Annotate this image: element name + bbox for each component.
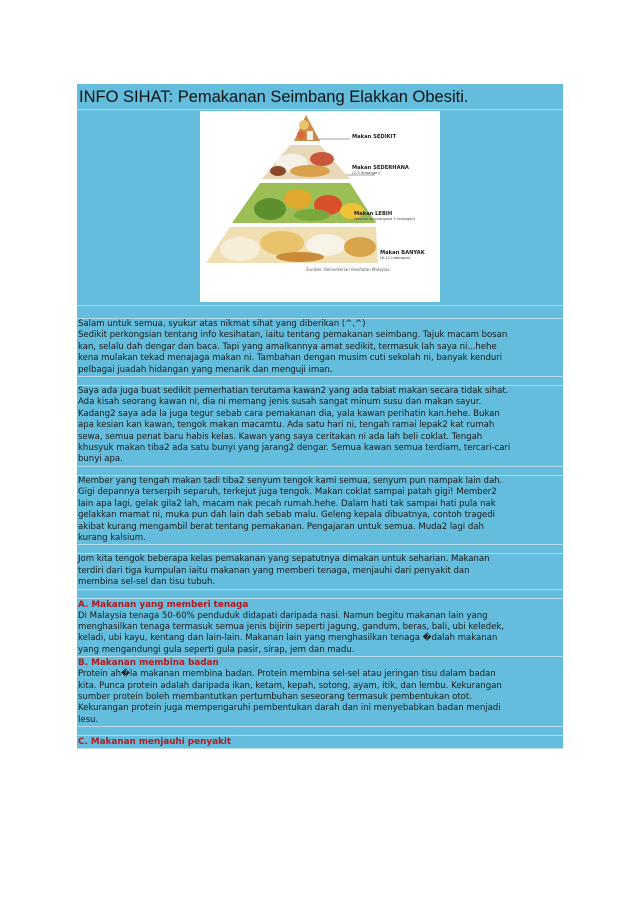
text-line: Saya ada juga buat sedikit pemerhatian terutama kawan2 yang ada tabiat makan secara tidak sihat. (78, 386, 509, 397)
text-line: menghasilkan tenaga termasuk semua jenis bijirin seperti jagung, gandum, beras, bali, ubi keledek, (78, 621, 504, 632)
text-line: kena mulakan tekad menajaga makan ni. Tambahan dengan musim cuti sekolah ni, banyak kenduri (78, 353, 503, 364)
pyramid-sub-level-4: (8-12 hidangan) (380, 255, 411, 260)
document-page (77, 84, 563, 749)
pyramid-label-level-1: Makan SEDIKIT (352, 134, 397, 140)
text-line: akibat kurang mengambil berat tentang pemakanan. Pengajaran untuk semua. Muda2 lagi dah (78, 521, 484, 532)
text-line: keladi, ubi kayu, kentang dan lain-lain. Makanan lain yang menghasilkan tenaga �dalah makanan (78, 633, 498, 644)
pyramid-sub-level-3: (sekurang-kurangnya 5 hidangan) (354, 217, 416, 221)
pyramid-label-level-4: Makan BANYAK (380, 250, 425, 256)
paragraph-1 (77, 319, 563, 377)
section-a (77, 599, 563, 658)
text-line: bunyi apa. (78, 454, 123, 465)
paragraph-text (77, 386, 563, 466)
pyramid-label-level-3: Makan LEBIH (354, 211, 393, 217)
section-heading: A. Makanan yang memberi tenaga (78, 599, 249, 610)
pyramid-source: Sumber: Kementerian Kesihatan Malaysia (306, 267, 390, 272)
paragraph-text (77, 476, 563, 544)
food-pyramid-figure (200, 111, 440, 302)
section-c (77, 736, 563, 749)
image-row (77, 110, 563, 306)
text-line: apa kesian kan kawan, tengok makan macamtu. Ada satu hari ni, tengah ramai lepak2 kat rumah (78, 420, 495, 431)
paragraph-text (77, 554, 563, 588)
spacer-row (77, 727, 563, 736)
text-line: khusyuk makan tiba2 ada satu bunyi yang jarang2 dengar. Semua kawan semua terdiam, tercari-cari (78, 443, 511, 454)
text-line: membina sel-sel dan tisu tubuh. (78, 577, 216, 588)
spacer-row (77, 545, 563, 554)
paragraph-4 (77, 554, 563, 589)
food-pyramid-illustration (200, 111, 440, 302)
text-line: kan, selalu dah dengar dan baca. Tapi yang amalkannya amat sedikit, termasuk lah saya ni...hehe (78, 341, 497, 352)
section-heading: C. Makanan menjauhi penyakit (78, 737, 232, 748)
pyramid-sub-level-2: (2-3 hidangan) (352, 170, 381, 175)
text-line: kurang kalsium. (78, 532, 146, 543)
text-line: Ada kisah seorang kawan ni, dia ni memang jenis susah sangat minum susu dan makan sayur. (78, 397, 482, 408)
text-line: Salam untuk semua, syukur atas nikmat sihat yang diberikan (^,^) (78, 319, 366, 329)
article-title: INFO SIHAT: Pemakanan Seimbang Elakkan Obesiti. (77, 84, 563, 110)
text-line: kita. Punca protein adalah daripada ikan, ketam, kepah, sotong, ayam, itik, dan lembu. Kekurangan (78, 680, 502, 691)
paragraph-3 (77, 476, 563, 545)
text-line: sewa, semua penat baru habis kelas. Kawan yang saya ceritakan ni ada lah beli coklat. Tengah (78, 431, 483, 442)
text-line: lesu. (78, 714, 99, 725)
text-line: Sedikit perkongsian tentang info kesihatan, iaitu tentang pemakanan seimbang. Tajuk macam bosan (78, 330, 508, 341)
text-line: Jom kita tengok beberapa kelas pemakanan yang sepatutnya dimakan untuk seharian. Makanan (78, 554, 490, 565)
section-heading: B. Makanan membina badan (78, 658, 219, 669)
text-line: sumber protein boleh membantutkan pertumbuhan seseorang termasuk pembentukan otot. (78, 691, 472, 702)
paragraph-text (77, 611, 563, 657)
text-line: gelakkan mamat ni, muka pun dah lain dah sebab malu. Geleng kepala dibuatnya, contoh tragedi (78, 510, 496, 521)
text-line: terdiri dari tiga kumpulan iaitu makanan yang memberi tenaga, menjauhi dari penyakit dan (78, 565, 470, 576)
text-line: Kadang2 saya ada la juga tegur sebab cara pemakanan dia, yala kawan perihatin kan.hehe. Bukan (78, 408, 500, 419)
text-line: Di Malaysia tenaga 50-60% penduduk didapati daripada nasi. Namun begitu makanan lain yang (78, 610, 488, 621)
paragraph-text (77, 669, 563, 726)
text-line: Gigi depannya terserpih separuh, terkejut juga tengok. Makan coklat sampai patah gigi! Member2 (78, 487, 497, 498)
pyramid-label-level-2: Makan SEDERHANA (352, 165, 409, 171)
text-line: Member yang tengah makan tadi tiba2 senyum tengok kami semua, senyum pun nampak lain dah. (78, 475, 503, 486)
text-line: Protein ah�la makanan membina badan. Protein membina sel-sel atau jeringan tisu dalam badan (78, 669, 496, 680)
paragraph-2 (77, 386, 563, 467)
spacer-row (77, 467, 563, 476)
text-line: Kekurangan protein juga mempengaruhi pembentukan darah dan ini menyebabkan badan menjadi (78, 703, 501, 714)
spacer-row (77, 590, 563, 599)
section-b (77, 657, 563, 727)
text-line: yang mengandungi gula seperti gula pasir, sirap, jem dan madu. (78, 644, 355, 655)
text-line: lain apa lagi, gelak gila2 lah, macam nak pecah rumah.hehe. Dalam hati tak sampai hati pula nak (78, 498, 496, 509)
text-line: pelbagai juadah hidangan yang menarik dan menguji iman. (78, 364, 333, 375)
spacer-row (77, 306, 563, 319)
paragraph-text (77, 319, 563, 376)
spacer-row (77, 377, 563, 386)
